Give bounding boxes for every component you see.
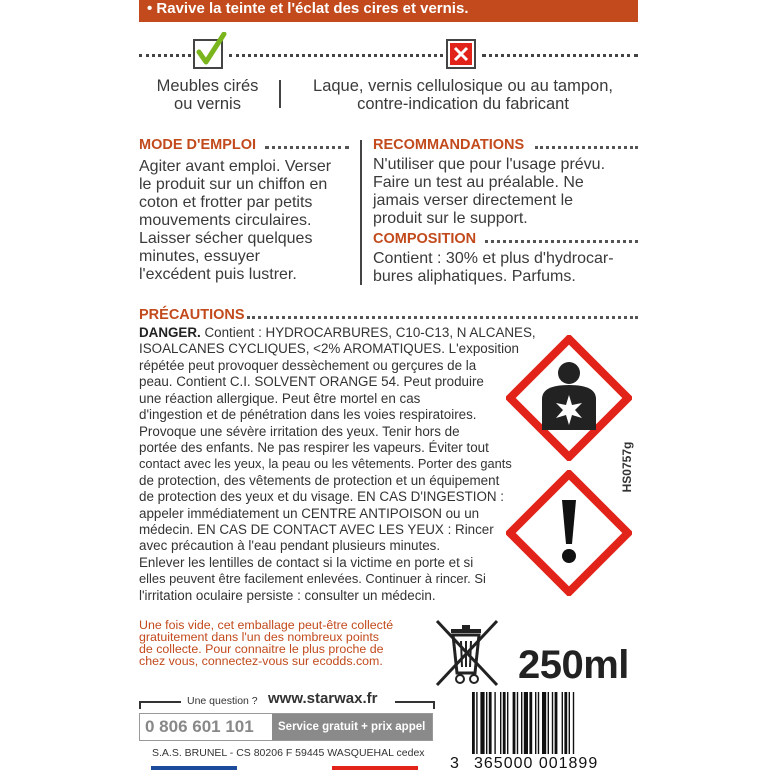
text-line: l'excédent puis lustrer. [139, 266, 297, 283]
text-line: une réaction allergique. Peut être mortel en cas [139, 390, 421, 406]
text-line: portée des enfants. Ne pas respirer les vapeurs. Éviter tout [139, 440, 489, 456]
text-line: Provoque une sévère irritation des yeux. Tenir hors de [139, 423, 460, 439]
mode-emploi-text [139, 158, 354, 284]
precautions-heading: PRÉCAUTIONS [139, 307, 245, 323]
no-checkbox [446, 39, 476, 69]
text-line: contact avec les yeux, la peau ou les vêtements. Porter des gants [139, 456, 512, 472]
usage-divider [279, 80, 281, 108]
text-line: bures aliphatiques. Parfums. [373, 268, 576, 285]
text-line: elles peuvent être facilement enlevées. Continuer à rincer. Si [139, 571, 486, 587]
precautions-text-top [139, 325, 564, 358]
check-icon [193, 32, 227, 68]
text-line: d'ingestion et de pénétration dans les voies respiratoires. [139, 407, 477, 423]
text-line: de collecte. Pour connaitre le plus proche de [139, 642, 384, 656]
text-line: produit sur le support. [373, 210, 528, 227]
barcode [470, 692, 638, 754]
text-line [139, 325, 564, 341]
text-line: peau. Contient C.I. SOLVENT ORANGE 54. Peut produire [139, 374, 484, 390]
ok-checkbox [193, 39, 223, 69]
mode-emploi-dots [265, 146, 349, 149]
product-code: HS0757g [620, 441, 634, 493]
usage-no-text [288, 77, 638, 113]
text-line: Faire un test au préalable. Ne [373, 174, 584, 191]
text-span: Contient : HYDROCARBURES, C10-C13, N ALCANES, [204, 325, 536, 340]
barcode-digits: 365000 001899 [474, 755, 599, 772]
text-line: Agiter avant emploi. Verser [139, 158, 332, 175]
usage-ok-line: ou vernis [174, 95, 241, 113]
recommandations-text [373, 156, 643, 228]
text-line: répétée peut provoquer dessèchement ou gerçures de la [139, 358, 477, 373]
flag-stripe-blue [151, 766, 237, 770]
contact-bracket-right [395, 701, 435, 709]
precautions-dots [247, 316, 638, 319]
text-line: minutes, essuyer [139, 248, 260, 265]
text-line: de protection des yeux et du visage. EN CAS D'INGESTION : [139, 489, 505, 505]
phone-number[interactable]: 0 806 601 101 [145, 717, 254, 736]
question-label: Une question ? [187, 695, 258, 707]
text-line: gratuitement dans l'un des nombreux points [139, 630, 379, 644]
crossed-bin-icon [433, 617, 503, 689]
composition-text [373, 250, 648, 286]
health-hazard-head-icon [558, 362, 580, 384]
health-hazard-pictogram [506, 335, 632, 461]
text-line: de protection, des vêtements de protection et un équipement [139, 472, 500, 488]
column-divider [360, 140, 362, 285]
text-line: Une fois vide, cet emballage peut-être collecté [139, 618, 394, 632]
banner-text: • Ravive la teinte et l'éclat des cires et vernis. [147, 0, 469, 17]
cross-icon [448, 41, 474, 67]
danger-label: DANGER. [139, 325, 201, 340]
service-badge: Service gratuit + prix appel [272, 714, 432, 740]
text-line: Laisser sécher quelques [139, 230, 313, 247]
phone-box [139, 713, 433, 741]
recommandations-heading: RECOMMANDATIONS [373, 137, 525, 153]
barcode-prefix: 3 [450, 755, 459, 772]
usage-no-line: contre-indication du fabricant [357, 95, 569, 113]
contact-bracket-left [139, 701, 181, 709]
text-line: avec précaution à l'eau pendant plusieurs minutes. [139, 538, 441, 554]
precautions-text-main [139, 358, 517, 604]
mode-emploi-heading: MODE D'EMPLOI [139, 137, 257, 153]
text-line: médecin. EN CAS DE CONTACT AVEC LES YEUX : Rincer [139, 522, 494, 538]
text-line: Contient : 30% et plus d'hydrocar- [373, 250, 614, 267]
usage-dots-right [482, 54, 638, 57]
usage-ok-text [140, 77, 275, 113]
exclamation-pictogram [506, 470, 632, 596]
recycling-text [139, 619, 419, 667]
text-line: appeler immédiatement un CENTRE ANTIPOISON ou un [139, 505, 480, 521]
text-line: Enlever les lentilles de contact si la victime en porte et si [139, 554, 474, 570]
text-line: ISOALCANES CYCLIQUES, <2% AROMATIQUES. L'exposition [139, 341, 519, 357]
recommandations-dots [535, 146, 638, 149]
composition-heading: COMPOSITION [373, 231, 477, 247]
usage-ok-line: Meubles cirés [156, 77, 259, 95]
website-link[interactable]: www.starwax.fr [268, 690, 378, 707]
company-address: S.A.S. BRUNEL - CS 80206 F 59445 WASQUEHAL cedex [152, 747, 425, 759]
text-line: jamais verser directement le [373, 192, 574, 209]
text-line: l'irritation oculaire persiste : consulter un médecin. [139, 587, 436, 603]
text-line: chez vous, connectez-vous sur ecodds.com. [139, 654, 383, 668]
usage-dots-middle [229, 54, 443, 57]
composition-dots [485, 240, 638, 243]
usage-dots-left [139, 54, 191, 57]
flag-stripe-red [332, 766, 418, 770]
top-banner [139, 0, 638, 22]
usage-no-line: Laque, vernis cellulosique ou au tampon, [313, 77, 613, 95]
text-line: coton et frotter par petits [139, 194, 313, 211]
text-line: le produit sur un chiffon en [139, 176, 328, 193]
text-line: N'utiliser que pour l'usage prévu. [373, 156, 606, 173]
volume-label: 250ml [518, 643, 629, 687]
text-line: mouvements circulaires. [139, 212, 312, 229]
